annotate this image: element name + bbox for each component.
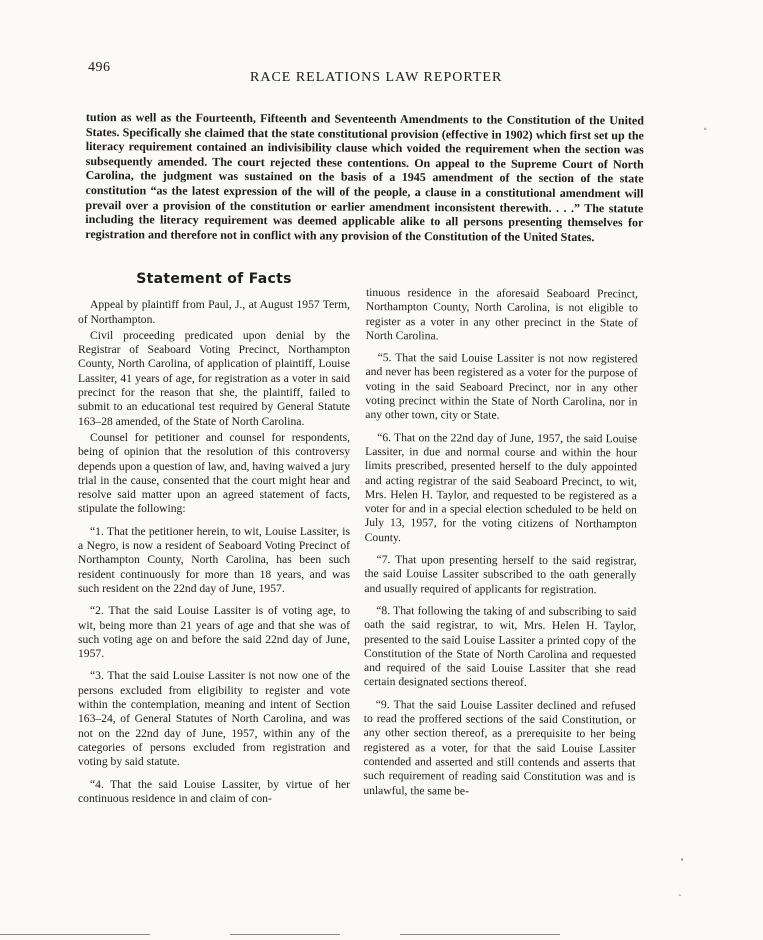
footer-rule — [0, 934, 150, 935]
paragraph: “8. That following the taking of and subscribing to said oath the said registrar, to wit, Mrs. Helen H. Taylor, presented to the said Louise Lassiter a printed copy of the Constitution of the State of North Carolina and requested and required of the said Louise Lassiter that she read certain designated sections thereof. — [363, 603, 637, 690]
paragraph: “5. That the said Louise Lassiter is not now registered and never has been registered as a voter for the purpose of voting in the said Seaboard Precinct, nor in any other voting precinct within the State of North Carolina, nor in any other town, city or State. — [365, 351, 638, 423]
footer-rule — [400, 934, 560, 935]
paragraph: “2. That the said Louise Lassiter is of voting age, to wit, being more than 21 years of age and that she was of such voting age on and before the said 22nd day of June, 1957. — [78, 604, 350, 661]
section-heading: Statement of Facts — [136, 271, 292, 287]
paragraph: Counsel for petitioner and counsel for respondents, being of opinion that the resolution of this controversy depends upon a question of law, and, having waived a jury trial in the cause, consented that the court might hear and resolve said matter upon an agreed statement of facts, stipulate the following: — [78, 430, 350, 516]
page-number: 496 — [88, 60, 111, 75]
paragraph: “1. That the petitioner herein, to wit, Louise Lassiter, is a Negro, is now a resident of Seaboard Voting Precinct of Northampton County, North Carolina, has been such resident continuously for more than 18 years, and was such resident on the 22nd day of June, 1957. — [78, 524, 350, 595]
paragraph: “9. That the said Louise Lassiter declined and refused to read the proffered sections of the said Constitution, or any other section thereof, as a prerequisite to her being registered as a voter, for that the said Louise Lassiter contended and asserted and still contends and asserts that such requirement of reading said Constitution was and is unlawful, the same be- — [363, 697, 636, 798]
scan-speck: ˄ — [703, 128, 708, 138]
paragraph: Appeal by plaintiff from Paul, J., at August 1957 Term, of Northampton. — [78, 298, 350, 326]
running-head: RACE RELATIONS LAW REPORTER — [250, 70, 503, 85]
paragraph: Civil proceeding predicated upon denial by the Registrar of Seaboard Voting Precinct, Northampton County, North Carolina, of application of plaintiff, Louise Lassiter, 41 years of age, for registration as a voter in said precinct for the reason that she, the plaintiff, failed to submit to an educational test required by General Statute 163–28 amended, of the State of North Carolina. — [78, 328, 350, 428]
paragraph: tinuous residence in the aforesaid Seaboard Precinct, Northampton County, North Carolina, is not eligible to register as a voter in any other precinct in the State of North Carolina. — [365, 286, 638, 343]
headnote: tution as well as the Fourteenth, Fifteenth and Seventeenth Amendments to the Constitution of the United States. Specifically she claimed that the state constitutional provision (effective in 1902) which first set up the literacy requirement contained an indivisibility clause which voided the requirement when the section was subsequently amended. The court rejected these contentions. On appeal to the Supreme Court of North Carolina, the judgment was sustained on the basis of a 1945 amendment of the section of the state constitution “as the latest expression of the will of the people, a clause in a constitutional amendment will prevail over a provision of the constitution or earlier amendment inconsistent therewith. . . .” The statute including the literacy requirement was deemed applicable alike to all persons presenting themselves for registration and therefore not in conflict with any provision of the Constitution of the United States. — [85, 110, 644, 244]
footer-rule — [230, 934, 340, 935]
right-column — [363, 286, 638, 807]
left-column — [78, 272, 350, 814]
paragraph: “7. That upon presenting herself to the said registrar, the said Louise Lassiter subscribed to the oath generally and usually required of applicants for registration. — [364, 553, 637, 596]
paragraph: “6. That on the 22nd day of June, 1957, the said Louise Lassiter, in due and normal course and within the hour limits prescribed, presented herself to the duly appointed and acting registrar of the said Seaboard Precinct, to wit, Mrs. Helen H. Taylor, and requested to be registered as a voter for and in a special election scheduled to be held on July 13, 1957, for the voting citizens of Northampton County. — [364, 430, 638, 544]
paragraph: “4. That the said Louise Lassiter, by virtue of her continuous residence in and claim of con- — [78, 777, 350, 805]
scan-speck: ˄ — [678, 894, 682, 902]
paragraph: “3. That the said Louise Lassiter is not now one of the persons excluded from eligibility to register and vote within the contemplation, meaning and intent of Section 163–24, of General Statutes of North Carolina, and was not on the 22nd day of June, 1957, within any of the categories of persons excluded from registration and voting by said statute. — [78, 669, 350, 769]
scan-speck: • — [680, 856, 685, 864]
